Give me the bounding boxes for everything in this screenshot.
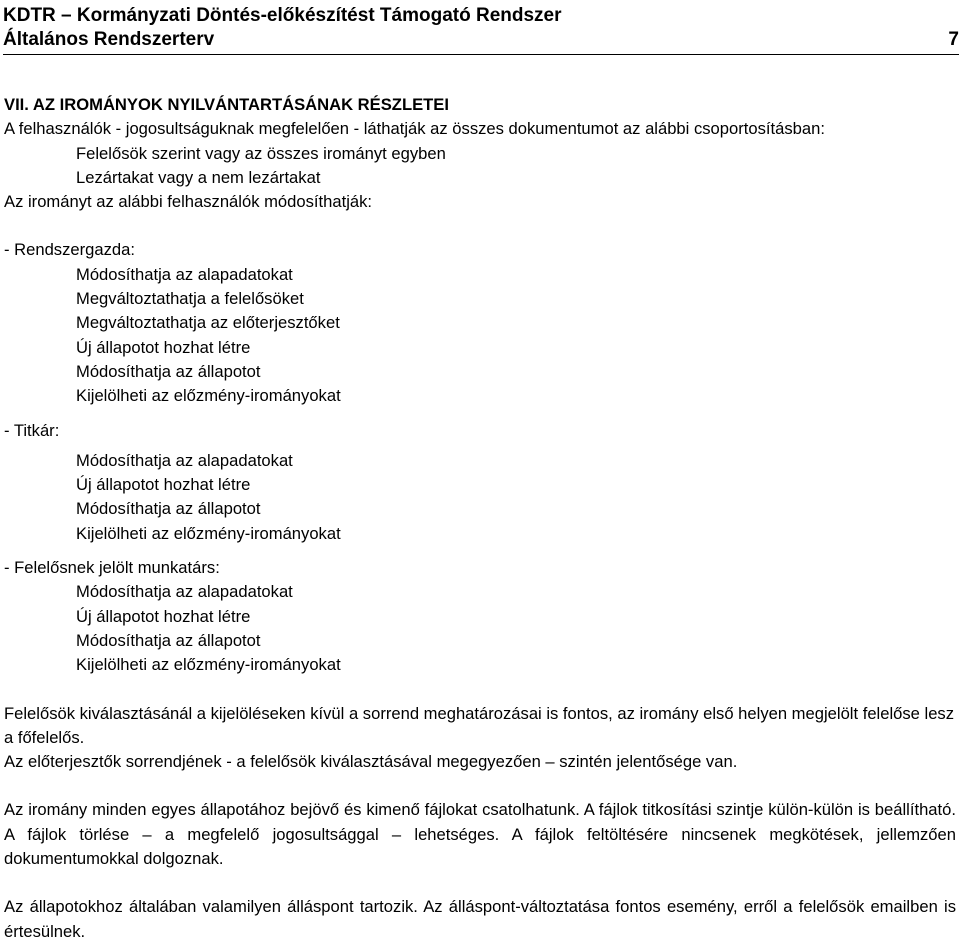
modify-intro: Az irományt az alábbi felhasználók módosíthatják: (4, 192, 373, 212)
role-right: Módosíthatja az állapotot (76, 361, 261, 381)
role-right: Új állapotot hozhat létre (76, 337, 251, 357)
role-right: Módosíthatja az állapotot (76, 499, 261, 519)
role-right: Módosíthatja az állapotot (76, 630, 261, 650)
page-number: 7 (948, 29, 959, 50)
role-right: Módosíthatja az alapadatokat (76, 264, 293, 284)
role-label: - Titkár: (4, 420, 60, 440)
role-secretary (4, 419, 956, 546)
role-right: Kijelölheti az előzmény-irományokat (76, 655, 341, 675)
role-right: Új állapotot hozhat létre (76, 475, 251, 495)
page-header (3, 4, 959, 52)
header-document-title: Általános Rendszerterv (3, 29, 215, 50)
paragraph-status: Az állapotokhoz általában valamilyen álláspont tartozik. Az álláspont-változtatása fontos esemény, erről a felelősök emailben is értesülnek. (4, 897, 956, 941)
paragraph-responsibles: Felelősök kiválasztásánál a kijelöléseken kívül a sorrend meghatározásai is fontos, az iromány első helyen megjelölt felelőse lesz a főfelelős. (4, 703, 955, 747)
role-right: Megváltoztathatja a felelősöket (76, 289, 304, 309)
role-label: - Rendszergazda: (4, 240, 135, 260)
header-system-name: KDTR – Kormányzati Döntés-előkészítést Támogató Rendszer (3, 5, 562, 26)
section-title: VII. AZ IROMÁNYOK NYILVÁNTARTÁSÁNAK RÉSZLETEI (4, 95, 449, 114)
role-right: Módosíthatja az alapadatokat (76, 582, 293, 602)
role-right: Új állapotot hozhat létre (76, 606, 251, 626)
role-right: Kijelölheti az előzmény-irományokat (76, 386, 341, 406)
grouping-item: Felelősök szerint vagy az összes irományt egyben (76, 143, 446, 163)
role-responsible-staff (4, 556, 956, 677)
paragraph-submitters: Az előterjesztők sorrendjének - a felelősök kiválasztásával megegyezően – szintén jelentősége van. (4, 752, 738, 772)
intro-paragraph: A felhasználók - jogosultságuknak megfelelően - láthatják az összes dokumentumot az alábbi csoportosításban: (4, 119, 825, 139)
role-right: Megváltoztathatja az előterjesztőket (76, 313, 340, 333)
header-divider (3, 54, 959, 55)
role-admin (4, 238, 956, 408)
role-right: Kijelölheti az előzmény-irományokat (76, 523, 341, 543)
role-label: - Felelősnek jelölt munkatárs: (4, 558, 220, 578)
grouping-item: Lezártakat vagy a nem lezártakat (76, 167, 321, 187)
role-right: Módosíthatja az alapadatokat (76, 450, 293, 470)
document-body (4, 93, 956, 944)
paragraph-files: Az iromány minden egyes állapotához bejövő és kimenő fájlokat csatolhatunk. A fájlok titkosítási szintje külön-külön is beállítható. A fájlok törlése – a megfelelő jogosultsággal – lehetséges. A fájlok feltöltésére nincsenek megkötések, jellemzően dokumentumokkal dolgoznak. (4, 800, 956, 869)
header-row-2 (3, 28, 959, 52)
